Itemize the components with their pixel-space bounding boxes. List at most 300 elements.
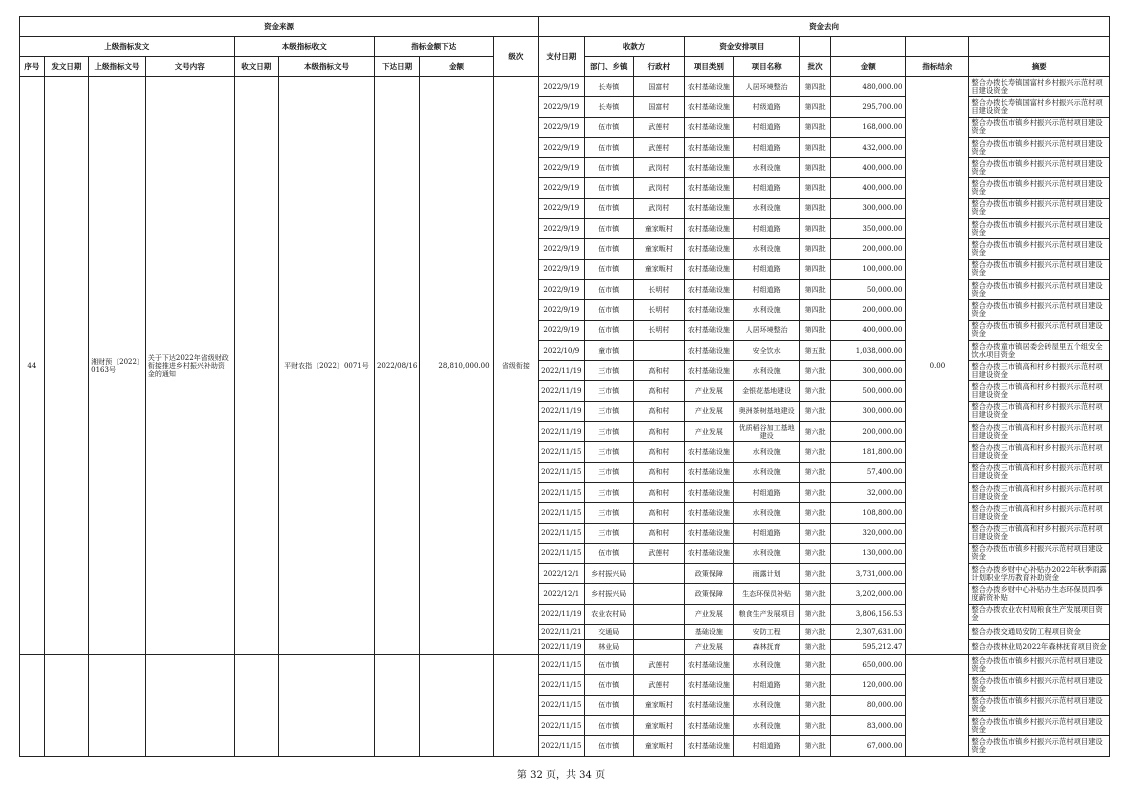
- header-issue-down-date: 下达日期: [374, 57, 419, 77]
- cell-batch: 第六批: [800, 361, 831, 381]
- cell-dept: 交通局: [584, 625, 634, 640]
- cell-dept: 伍市镇: [584, 259, 634, 279]
- cell-proj-name: 水利设施: [734, 543, 800, 563]
- cell-summary: 整合办拨伍市镇乡村振兴示范村项目建设资金: [969, 655, 1110, 675]
- cell-proj-type: 农村基础设施: [684, 117, 734, 137]
- cell-dept: 伍市镇: [584, 695, 634, 715]
- cell-proj-type: 农村基础设施: [684, 340, 734, 360]
- cell-dept: 三市镇: [584, 442, 634, 462]
- cell-batch: 第四批: [800, 239, 831, 259]
- cell-proj-type: 农村基础设施: [684, 77, 734, 97]
- cell-dept: 乡村振兴局: [584, 564, 634, 584]
- header-doc-content: 文号内容: [145, 57, 234, 77]
- cell-dept: 伍市镇: [584, 178, 634, 198]
- cell-village: 高和村: [634, 442, 685, 462]
- cell-dept: 长寿镇: [584, 77, 634, 97]
- cell-proj-name: 安全饮水: [734, 340, 800, 360]
- cell-proj-type: 农村基础设施: [684, 442, 734, 462]
- cell-proj-type: 农村基础设施: [684, 137, 734, 157]
- cell-batch: 第六批: [800, 715, 831, 735]
- cell-amount: 300,000.00: [831, 198, 906, 218]
- cell-amount: 3,731,000.00: [831, 564, 906, 584]
- empty-source-cell: [493, 655, 539, 756]
- cell-village: 武莲村: [634, 655, 685, 675]
- header-dest: 资金去向: [539, 17, 1110, 37]
- cell-proj-type: 农村基础设施: [684, 97, 734, 117]
- header-proj-type: 项目类别: [684, 57, 734, 77]
- cell-dept: 三市镇: [584, 401, 634, 421]
- cell-batch: 第四批: [800, 77, 831, 97]
- cell-proj-type: 农村基础设施: [684, 695, 734, 715]
- header-proj-name: 项目名称: [734, 57, 800, 77]
- cell-proj-type: 农村基础设施: [684, 239, 734, 259]
- cell-pay-date: 2022/11/19: [539, 604, 584, 624]
- cell-amount: 181,800.00: [831, 442, 906, 462]
- cell-pay-date: 2022/11/15: [539, 482, 584, 502]
- cell-amount: 50,000.00: [831, 279, 906, 299]
- cell-proj-type: 农村基础设施: [684, 279, 734, 299]
- cell-dept: 三市镇: [584, 422, 634, 442]
- cell-village: 童家畈村: [634, 219, 685, 239]
- cell-village: 高和村: [634, 482, 685, 502]
- cell-village: 长明村: [634, 279, 685, 299]
- cell-proj-name: 人居环境整治: [734, 77, 800, 97]
- cell-pay-date: 2022/11/15: [539, 715, 584, 735]
- cell-summary: 整合办拨长寿镇国富村乡村振兴示范村项目建设资金: [969, 97, 1110, 117]
- record-issue-down-date: 2022/08/16: [374, 77, 419, 655]
- cell-amount: 67,000.00: [831, 736, 906, 756]
- cell-dept: 三市镇: [584, 503, 634, 523]
- header-upper-doc-no: 上级指标文号: [89, 57, 146, 77]
- cell-amount: 400,000.00: [831, 320, 906, 340]
- cell-village: 童家畈村: [634, 695, 685, 715]
- cell-batch: 第四批: [800, 198, 831, 218]
- cell-proj-name: 水利设施: [734, 442, 800, 462]
- cell-pay-date: 2022/11/15: [539, 695, 584, 715]
- cell-proj-name: 村组道路: [734, 137, 800, 157]
- cell-batch: 第五批: [800, 340, 831, 360]
- cell-dept: 伍市镇: [584, 320, 634, 340]
- cell-batch: 第六批: [800, 543, 831, 563]
- cell-summary: 整合办拨三市镇高和村乡村振兴示范村项目建设资金: [969, 482, 1110, 502]
- cell-proj-name: 水利设施: [734, 715, 800, 735]
- cell-pay-date: 2022/11/15: [539, 736, 584, 756]
- header-local-receive: 本级指标收文: [234, 37, 374, 57]
- cell-summary: 整合办拨林业局2022年森林抚育项目资金: [969, 640, 1110, 655]
- cell-dept: 伍市镇: [584, 239, 634, 259]
- cell-summary: 整合办拨三市镇高和村乡村振兴示范村项目建设资金: [969, 442, 1110, 462]
- record-issue-date: [44, 77, 88, 655]
- record-amount: 28,810,000.00: [420, 77, 493, 655]
- cell-amount: 432,000.00: [831, 137, 906, 157]
- cell-dept: 三市镇: [584, 482, 634, 502]
- cell-dept: 伍市镇: [584, 219, 634, 239]
- cell-proj-type: 农村基础设施: [684, 523, 734, 543]
- cell-summary: 整合办拨伍市镇乡村振兴示范村项目建设资金: [969, 219, 1110, 239]
- cell-amount: 57,400.00: [831, 462, 906, 482]
- cell-pay-date: 2022/11/19: [539, 361, 584, 381]
- cell-amount: 32,000.00: [831, 482, 906, 502]
- cell-proj-name: 水利设施: [734, 300, 800, 320]
- cell-amount: 83,000.00: [831, 715, 906, 735]
- record-balance: 0.00: [906, 77, 969, 655]
- cell-dept: 伍市镇: [584, 543, 634, 563]
- cell-amount: 200,000.00: [831, 300, 906, 320]
- record-seq: 44: [20, 77, 45, 655]
- cell-village: 童家畈村: [634, 736, 685, 756]
- cell-village: 武莲村: [634, 117, 685, 137]
- cell-batch: 第六批: [800, 584, 831, 604]
- cell-proj-type: 农村基础设施: [684, 655, 734, 675]
- header-balance: 指标结余: [906, 57, 969, 77]
- cell-village: 高和村: [634, 462, 685, 482]
- header-amount: 金额: [420, 57, 493, 77]
- cell-dept: 伍市镇: [584, 158, 634, 178]
- cell-pay-date: 2022/9/19: [539, 97, 584, 117]
- cell-village: 高和村: [634, 381, 685, 401]
- cell-proj-name: 水利设施: [734, 695, 800, 715]
- header-batch: 批次: [800, 57, 831, 77]
- cell-summary: 整合办拨伍市镇乡村振兴示范村项目建设资金: [969, 259, 1110, 279]
- cell-pay-date: 2022/11/15: [539, 523, 584, 543]
- cell-proj-type: 农村基础设施: [684, 675, 734, 695]
- cell-village: [634, 625, 685, 640]
- cell-summary: 整合办拨伍市镇乡村振兴示范村项目建设资金: [969, 543, 1110, 563]
- cell-dept: 伍市镇: [584, 137, 634, 157]
- cell-village: [634, 340, 685, 360]
- cell-dept: 三市镇: [584, 523, 634, 543]
- cell-proj-name: 金银花基地建设: [734, 381, 800, 401]
- cell-proj-name: 村级道路: [734, 97, 800, 117]
- cell-proj-type: 产业发展: [684, 381, 734, 401]
- cell-proj-name: 村组道路: [734, 279, 800, 299]
- cell-proj-type: 产业发展: [684, 422, 734, 442]
- cell-proj-type: 农村基础设施: [684, 482, 734, 502]
- cell-summary: 整合办拨伍市镇乡村振兴示范村项目建设资金: [969, 675, 1110, 695]
- cell-proj-name: 村组道路: [734, 482, 800, 502]
- cell-summary: 整合办拨三市镇高和村乡村振兴示范村项目建设资金: [969, 401, 1110, 421]
- cell-pay-date: 2022/9/19: [539, 300, 584, 320]
- cell-amount: 120,000.00: [831, 675, 906, 695]
- cell-pay-date: 2022/9/19: [539, 198, 584, 218]
- cell-village: 高和村: [634, 422, 685, 442]
- cell-village: 高和村: [634, 503, 685, 523]
- cell-pay-date: 2022/9/19: [539, 320, 584, 340]
- cell-village: 高和村: [634, 401, 685, 421]
- cell-summary: 整合办拨交通局安防工程项目资金: [969, 625, 1110, 640]
- cell-village: 童家畈村: [634, 259, 685, 279]
- cell-proj-type: 农村基础设施: [684, 320, 734, 340]
- cell-proj-name: 水利设施: [734, 239, 800, 259]
- header-amount2: 金额: [831, 57, 906, 77]
- cell-amount: 295,700.00: [831, 97, 906, 117]
- cell-proj-type: 农村基础设施: [684, 178, 734, 198]
- cell-amount: 480,000.00: [831, 77, 906, 97]
- cell-pay-date: 2022/11/21: [539, 625, 584, 640]
- cell-dept: 童市镇: [584, 340, 634, 360]
- cell-pay-date: 2022/9/19: [539, 259, 584, 279]
- cell-amount: 108,800.00: [831, 503, 906, 523]
- cell-village: 高和村: [634, 523, 685, 543]
- cell-batch: 第四批: [800, 320, 831, 340]
- cell-dept: 伍市镇: [584, 279, 634, 299]
- header-local-doc-no: 本级指标文号: [278, 57, 374, 77]
- cell-batch: 第四批: [800, 279, 831, 299]
- cell-summary: 整合办拨三市镇高和村乡村振兴示范村项目建设资金: [969, 361, 1110, 381]
- cell-summary: 整合办拨三市镇高和村乡村振兴示范村项目建设资金: [969, 462, 1110, 482]
- cell-batch: 第六批: [800, 401, 831, 421]
- cell-pay-date: 2022/11/15: [539, 442, 584, 462]
- cell-village: [634, 564, 685, 584]
- cell-batch: 第六批: [800, 503, 831, 523]
- cell-pay-date: 2022/11/15: [539, 503, 584, 523]
- cell-proj-name: 优质稻谷加工基地建设: [734, 422, 800, 442]
- cell-pay-date: 2022/11/15: [539, 462, 584, 482]
- cell-pay-date: 2022/9/19: [539, 178, 584, 198]
- cell-amount: 320,000.00: [831, 523, 906, 543]
- cell-summary: 整合办拨长寿镇国富村乡村振兴示范村项目建设资金: [969, 77, 1110, 97]
- record-local-doc-no: 平财农指〔2022〕0071号: [278, 77, 374, 655]
- cell-proj-name: 水利设施: [734, 655, 800, 675]
- cell-village: 武岗村: [634, 178, 685, 198]
- cell-summary: 整合办拨伍市镇乡村振兴示范村项目建设资金: [969, 158, 1110, 178]
- cell-proj-type: 农村基础设施: [684, 462, 734, 482]
- cell-proj-type: 农村基础设施: [684, 736, 734, 756]
- cell-amount: 300,000.00: [831, 361, 906, 381]
- cell-village: 长明村: [634, 320, 685, 340]
- cell-pay-date: 2022/10/9: [539, 340, 584, 360]
- cell-village: 高和村: [634, 361, 685, 381]
- empty-source-cell: [234, 655, 278, 756]
- cell-batch: 第六批: [800, 462, 831, 482]
- record-upper-doc-no: 湘财预〔2022〕0163号: [89, 77, 146, 655]
- cell-summary: 整合办拨伍市镇乡村振兴示范村项目建设资金: [969, 736, 1110, 756]
- cell-proj-name: 村组道路: [734, 219, 800, 239]
- cell-summary: 整合办拨三市镇高和村乡村振兴示范村项目建设资金: [969, 503, 1110, 523]
- cell-batch: 第六批: [800, 442, 831, 462]
- cell-pay-date: 2022/9/19: [539, 137, 584, 157]
- cell-proj-name: 村组道路: [734, 523, 800, 543]
- cell-proj-type: 农村基础设施: [684, 158, 734, 178]
- cell-dept: 伍市镇: [584, 675, 634, 695]
- cell-village: [634, 640, 685, 655]
- cell-amount: 650,000.00: [831, 655, 906, 675]
- record-level: 省级衔接: [493, 77, 539, 655]
- cell-dept: 林业局: [584, 640, 634, 655]
- cell-village: 国富村: [634, 77, 685, 97]
- cell-batch: 第六批: [800, 655, 831, 675]
- cell-proj-name: 水利设施: [734, 503, 800, 523]
- cell-proj-type: 产业发展: [684, 640, 734, 655]
- cell-dept: 伍市镇: [584, 117, 634, 137]
- cell-summary: 整合办拨三市镇高和村乡村振兴示范村项目建设资金: [969, 523, 1110, 543]
- cell-summary: 整合办拨伍市镇乡村振兴示范村项目建设资金: [969, 117, 1110, 137]
- cell-summary: 整合办拨乡财中心补贴办2022年秋季雨露计划职业学历教育补助资金: [969, 564, 1110, 584]
- header-payee: 收款方: [584, 37, 684, 57]
- empty-source-cell: [44, 655, 88, 756]
- cell-proj-name: 森林抚育: [734, 640, 800, 655]
- cell-pay-date: 2022/12/1: [539, 584, 584, 604]
- cell-dept: 伍市镇: [584, 715, 634, 735]
- cell-pay-date: 2022/9/19: [539, 219, 584, 239]
- empty-source-cell: [145, 655, 234, 756]
- empty-source-cell: [278, 655, 374, 756]
- cell-pay-date: 2022/11/19: [539, 422, 584, 442]
- cell-summary: 整合办拨三市镇高和村乡村振兴示范村项目建设资金: [969, 422, 1110, 442]
- cell-proj-type: 农村基础设施: [684, 259, 734, 279]
- cell-proj-type: 产业发展: [684, 401, 734, 421]
- cell-batch: 第四批: [800, 158, 831, 178]
- page-footer: 第 32 页，共 34 页: [516, 770, 606, 781]
- cell-pay-date: 2022/11/19: [539, 381, 584, 401]
- cell-amount: 400,000.00: [831, 178, 906, 198]
- cell-summary: 整合办拨乡财中心补贴办生态环保员四季度薪资补贴: [969, 584, 1110, 604]
- header-village: 行政村: [634, 57, 685, 77]
- cell-batch: 第六批: [800, 736, 831, 756]
- cell-proj-type: 基础设施: [684, 625, 734, 640]
- cell-amount: 2,307,631.00: [831, 625, 906, 640]
- cell-dept: 农业农村局: [584, 604, 634, 624]
- cell-proj-name: 村组道路: [734, 736, 800, 756]
- header-summary: 摘要: [969, 57, 1110, 77]
- cell-batch: 第四批: [800, 117, 831, 137]
- cell-amount: 3,806,156.53: [831, 604, 906, 624]
- cell-dept: 伍市镇: [584, 300, 634, 320]
- cell-village: 武莲村: [634, 137, 685, 157]
- cell-pay-date: 2022/11/19: [539, 401, 584, 421]
- cell-proj-type: 政策保障: [684, 564, 734, 584]
- header-dept: 部门、乡镇: [584, 57, 634, 77]
- cell-proj-type: 农村基础设施: [684, 219, 734, 239]
- cell-proj-name: 村组道路: [734, 259, 800, 279]
- header-project: 资金安排项目: [684, 37, 800, 57]
- cell-pay-date: 2022/9/19: [539, 239, 584, 259]
- cell-village: 童家畈村: [634, 715, 685, 735]
- cell-proj-name: 水利设施: [734, 361, 800, 381]
- empty-source-cell: [20, 655, 45, 756]
- cell-batch: 第四批: [800, 97, 831, 117]
- empty-source-cell: [89, 655, 146, 756]
- cell-summary: 整合办拨伍市镇乡村振兴示范村项目建设资金: [969, 300, 1110, 320]
- cell-village: 国富村: [634, 97, 685, 117]
- cell-summary: 整合办拨伍市镇乡村振兴示范村项目建设资金: [969, 198, 1110, 218]
- cell-amount: 500,000.00: [831, 381, 906, 401]
- cell-pay-date: 2022/9/19: [539, 117, 584, 137]
- header-level: 级次: [493, 37, 539, 77]
- cell-proj-type: 农村基础设施: [684, 300, 734, 320]
- record-receive-date: [234, 77, 278, 655]
- cell-batch: 第六批: [800, 640, 831, 655]
- cell-proj-type: 农村基础设施: [684, 198, 734, 218]
- cell-proj-type: 农村基础设施: [684, 361, 734, 381]
- cell-proj-name: 村组道路: [734, 178, 800, 198]
- header-amount-issued: 指标金额下达: [374, 37, 493, 57]
- cell-pay-date: 2022/11/19: [539, 640, 584, 655]
- cell-village: 长明村: [634, 300, 685, 320]
- cell-summary: 整合办拨伍市镇乡村振兴示范村项目建设资金: [969, 178, 1110, 198]
- record-doc-content: 关于下达2022年省级财政衔接推进乡村振兴补助资金的通知: [145, 77, 234, 655]
- cell-batch: 第四批: [800, 137, 831, 157]
- cell-proj-name: 雨露计划: [734, 564, 800, 584]
- header-upper-doc: 上级指标发文: [20, 37, 235, 57]
- cell-batch: 第六批: [800, 625, 831, 640]
- cell-batch: 第六批: [800, 604, 831, 624]
- cell-proj-name: 水利设施: [734, 462, 800, 482]
- cell-proj-name: 水利设施: [734, 198, 800, 218]
- cell-batch: 第四批: [800, 219, 831, 239]
- cell-village: [634, 584, 685, 604]
- cell-batch: 第六批: [800, 523, 831, 543]
- cell-batch: 第六批: [800, 482, 831, 502]
- cell-amount: 3,202,000.00: [831, 584, 906, 604]
- cell-proj-type: 农村基础设施: [684, 543, 734, 563]
- empty-balance-cell: [906, 655, 969, 756]
- cell-dept: 伍市镇: [584, 736, 634, 756]
- cell-proj-type: 产业发展: [684, 604, 734, 624]
- empty-source-cell: [420, 655, 493, 756]
- cell-proj-name: 水利设施: [734, 158, 800, 178]
- cell-pay-date: 2022/11/15: [539, 543, 584, 563]
- cell-proj-name: 人居环境整治: [734, 320, 800, 340]
- cell-summary: 整合办拨伍市镇乡村振兴示范村项目建设资金: [969, 239, 1110, 259]
- cell-amount: 400,000.00: [831, 158, 906, 178]
- cell-proj-type: 政策保障: [684, 584, 734, 604]
- cell-village: 武莲村: [634, 675, 685, 695]
- cell-summary: 整合办拨农业农村局粮食生产发展项目资金: [969, 604, 1110, 624]
- header-pay-date: 支付日期: [539, 37, 584, 77]
- cell-amount: 100,000.00: [831, 259, 906, 279]
- cell-proj-name: 粮食生产发展项目: [734, 604, 800, 624]
- cell-summary: 整合办拨伍市镇乡村振兴示范村项目建设资金: [969, 320, 1110, 340]
- cell-pay-date: 2022/9/19: [539, 77, 584, 97]
- cell-proj-type: 农村基础设施: [684, 715, 734, 735]
- cell-pay-date: 2022/11/15: [539, 675, 584, 695]
- cell-village: [634, 604, 685, 624]
- cell-dept: 伍市镇: [584, 198, 634, 218]
- header-receive-date: 收文日期: [234, 57, 278, 77]
- cell-amount: 595,212.47: [831, 640, 906, 655]
- cell-proj-name: 奥洲茶树基地建设: [734, 401, 800, 421]
- cell-batch: 第四批: [800, 300, 831, 320]
- cell-amount: 130,000.00: [831, 543, 906, 563]
- cell-batch: 第六批: [800, 695, 831, 715]
- cell-summary: 整合办拨三市镇高和村乡村振兴示范村项目建设资金: [969, 381, 1110, 401]
- cell-pay-date: 2022/12/1: [539, 564, 584, 584]
- cell-dept: 乡村振兴局: [584, 584, 634, 604]
- cell-dept: 长寿镇: [584, 97, 634, 117]
- header-source: 资金来源: [20, 17, 539, 37]
- cell-amount: 350,000.00: [831, 219, 906, 239]
- cell-proj-name: 安防工程: [734, 625, 800, 640]
- cell-village: 武岗村: [634, 198, 685, 218]
- cell-batch: 第六批: [800, 675, 831, 695]
- funds-table: [19, 16, 1110, 757]
- cell-batch: 第六批: [800, 381, 831, 401]
- cell-amount: 1,038,000.00: [831, 340, 906, 360]
- cell-batch: 第四批: [800, 259, 831, 279]
- cell-summary: 整合办拨伍市镇乡村振兴示范村项目建设资金: [969, 279, 1110, 299]
- cell-batch: 第六批: [800, 422, 831, 442]
- cell-summary: 整合办拨伍市镇乡村振兴示范村项目建设资金: [969, 715, 1110, 735]
- cell-pay-date: 2022/11/15: [539, 655, 584, 675]
- table-row: [20, 77, 1110, 97]
- cell-dept: 伍市镇: [584, 655, 634, 675]
- table-row: [20, 655, 1110, 675]
- cell-batch: 第四批: [800, 178, 831, 198]
- cell-pay-date: 2022/9/19: [539, 279, 584, 299]
- cell-amount: 200,000.00: [831, 422, 906, 442]
- cell-proj-name: 村组道路: [734, 117, 800, 137]
